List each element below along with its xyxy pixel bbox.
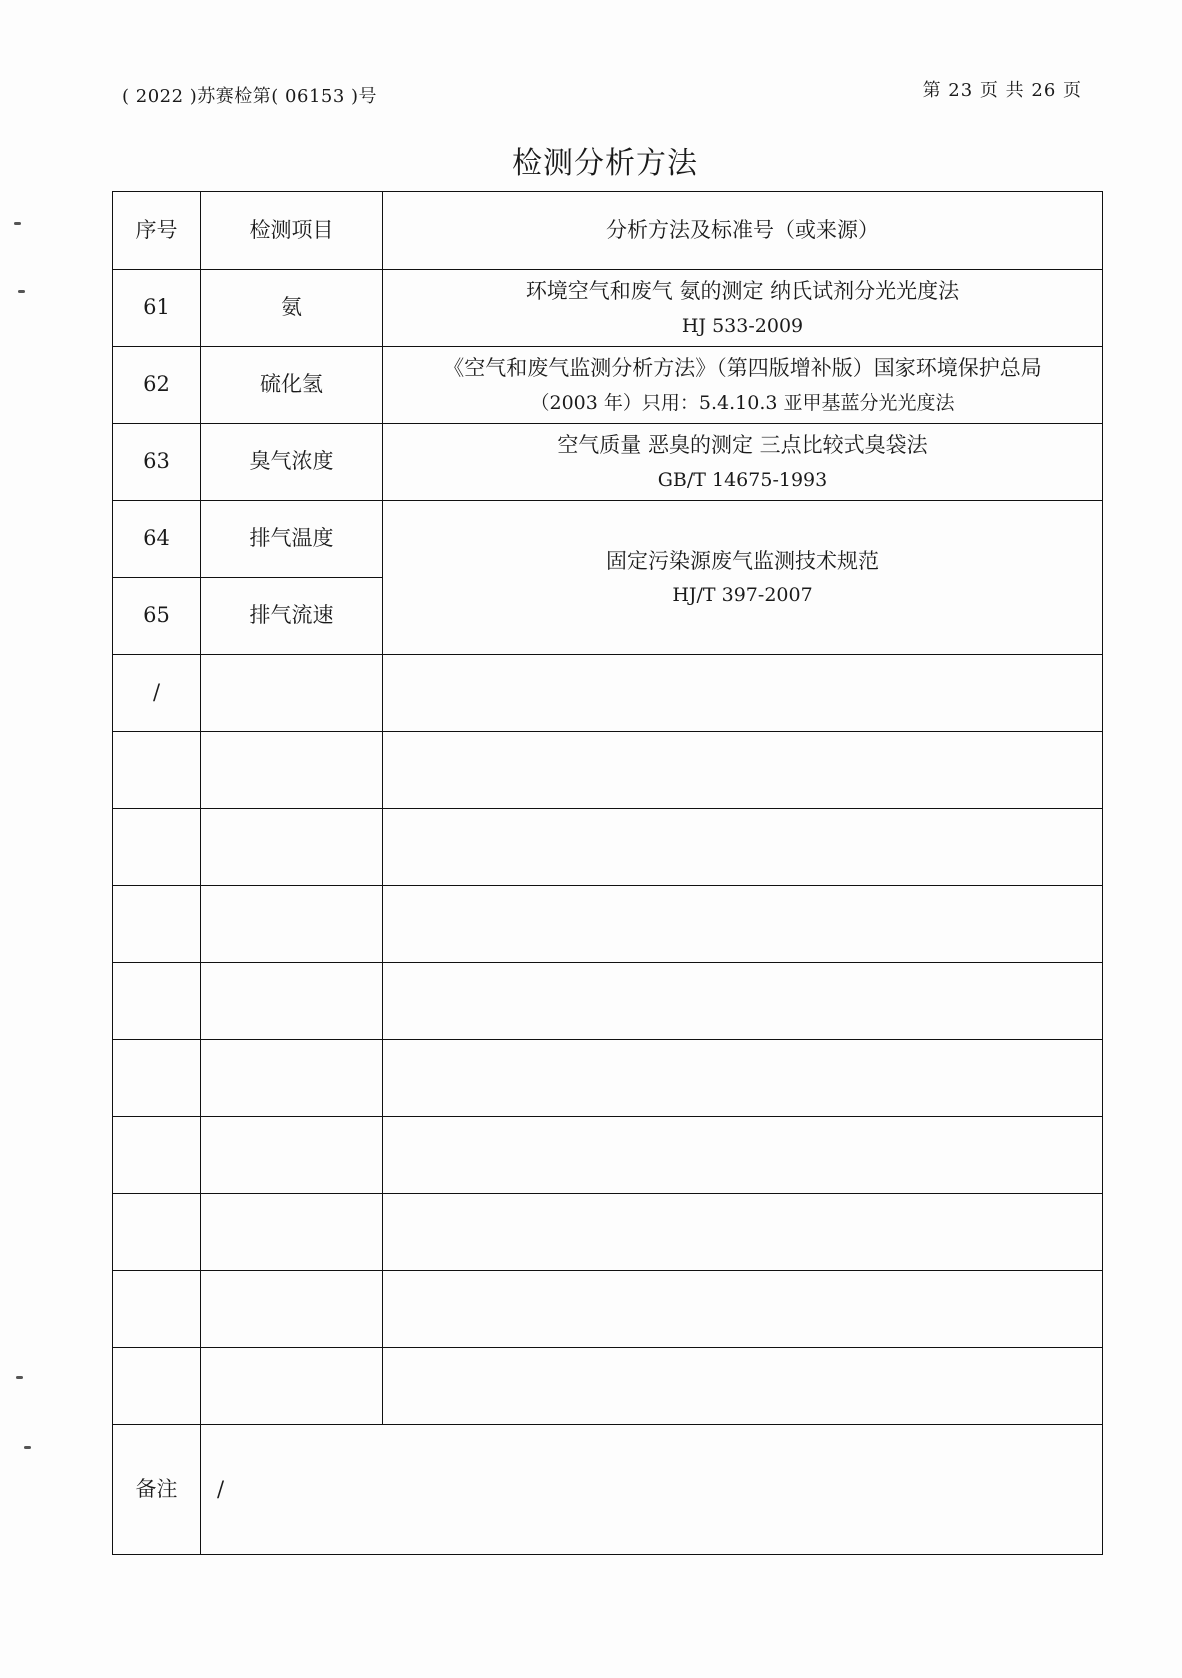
row-no bbox=[113, 809, 201, 886]
row-method bbox=[383, 347, 1103, 424]
method-table bbox=[112, 191, 1103, 1555]
row-no bbox=[113, 732, 201, 809]
row-item bbox=[201, 1194, 383, 1271]
method-standard: GB/T 14675-1993 bbox=[657, 468, 828, 491]
table-row-empty bbox=[113, 1117, 1103, 1194]
document-title: 检测分析方法 bbox=[512, 146, 698, 181]
table-row-empty bbox=[113, 886, 1103, 963]
row-no: 62 bbox=[113, 347, 201, 424]
row-method bbox=[383, 1348, 1103, 1425]
method-standard: （2003 年）只用：5.4.10.3 亚甲基蓝分光光度法 bbox=[530, 391, 955, 414]
method-name: 《空气和废气监测分析方法》（第四版增补版）国家环境保护总局 bbox=[443, 356, 1042, 380]
row-item: 硫化氢 bbox=[201, 347, 383, 424]
row-method bbox=[383, 809, 1103, 886]
remark-label: 备注 bbox=[113, 1425, 201, 1555]
row-no bbox=[113, 1271, 201, 1348]
remark-row bbox=[113, 1425, 1103, 1555]
row-no bbox=[113, 886, 201, 963]
header-no: 序号 bbox=[113, 192, 201, 270]
row-item: 臭气浓度 bbox=[201, 424, 383, 501]
row-item bbox=[201, 886, 383, 963]
row-method bbox=[383, 732, 1103, 809]
binder-hole-mark bbox=[16, 1376, 23, 1379]
table-row bbox=[113, 501, 1103, 578]
row-method bbox=[383, 424, 1103, 501]
report-number: ( 2022 )苏赛检第( 06153 )号 bbox=[122, 86, 378, 107]
row-method bbox=[383, 1271, 1103, 1348]
table-row bbox=[113, 347, 1103, 424]
row-method bbox=[383, 963, 1103, 1040]
table-row-empty bbox=[113, 809, 1103, 886]
page-indicator: 第 23 页 共 26 页 bbox=[922, 80, 1082, 101]
table-row bbox=[113, 424, 1103, 501]
binder-hole-mark bbox=[18, 290, 25, 293]
row-item bbox=[201, 1117, 383, 1194]
row-item bbox=[201, 809, 383, 886]
method-name: 环境空气和废气 氨的测定 纳氏试剂分光光度法 bbox=[525, 279, 960, 303]
binder-hole-mark bbox=[14, 222, 21, 225]
row-method bbox=[383, 655, 1103, 732]
row-method bbox=[383, 1040, 1103, 1117]
table-row-empty bbox=[113, 963, 1103, 1040]
row-no: 61 bbox=[113, 270, 201, 347]
row-item: 排气流速 bbox=[201, 578, 383, 655]
row-method bbox=[383, 501, 1103, 655]
table-row-empty bbox=[113, 1040, 1103, 1117]
method-name: 固定污染源废气监测技术规范 bbox=[606, 548, 879, 573]
table-row bbox=[113, 655, 1103, 732]
row-no bbox=[113, 1194, 201, 1271]
row-no bbox=[113, 1117, 201, 1194]
table-row-empty bbox=[113, 1271, 1103, 1348]
row-no: 65 bbox=[113, 578, 201, 655]
table-row bbox=[113, 270, 1103, 347]
row-no: 63 bbox=[113, 424, 201, 501]
row-no: 64 bbox=[113, 501, 201, 578]
table-row-empty bbox=[113, 732, 1103, 809]
binder-hole-mark bbox=[24, 1446, 31, 1449]
row-no bbox=[113, 963, 201, 1040]
row-no bbox=[113, 1040, 201, 1117]
row-item: 氨 bbox=[201, 270, 383, 347]
table-header-row bbox=[113, 192, 1103, 270]
row-method bbox=[383, 1194, 1103, 1271]
row-item bbox=[201, 1040, 383, 1117]
row-item bbox=[201, 655, 383, 732]
table-row-empty bbox=[113, 1194, 1103, 1271]
method-standard: HJ 533-2009 bbox=[681, 314, 804, 337]
row-no bbox=[113, 1348, 201, 1425]
row-item bbox=[201, 732, 383, 809]
row-method bbox=[383, 1117, 1103, 1194]
header-item: 检测项目 bbox=[201, 192, 383, 270]
row-item bbox=[201, 1348, 383, 1425]
table-row-empty bbox=[113, 1348, 1103, 1425]
row-item: 排气温度 bbox=[201, 501, 383, 578]
row-method bbox=[383, 886, 1103, 963]
method-standard: HJ/T 397-2007 bbox=[672, 584, 813, 607]
row-item bbox=[201, 1271, 383, 1348]
row-item bbox=[201, 963, 383, 1040]
row-no: / bbox=[113, 655, 201, 732]
header-method: 分析方法及标准号（或来源） bbox=[383, 192, 1103, 270]
row-method bbox=[383, 270, 1103, 347]
remark-value: / bbox=[201, 1425, 1103, 1555]
method-name: 空气质量 恶臭的测定 三点比较式臭袋法 bbox=[557, 433, 928, 457]
